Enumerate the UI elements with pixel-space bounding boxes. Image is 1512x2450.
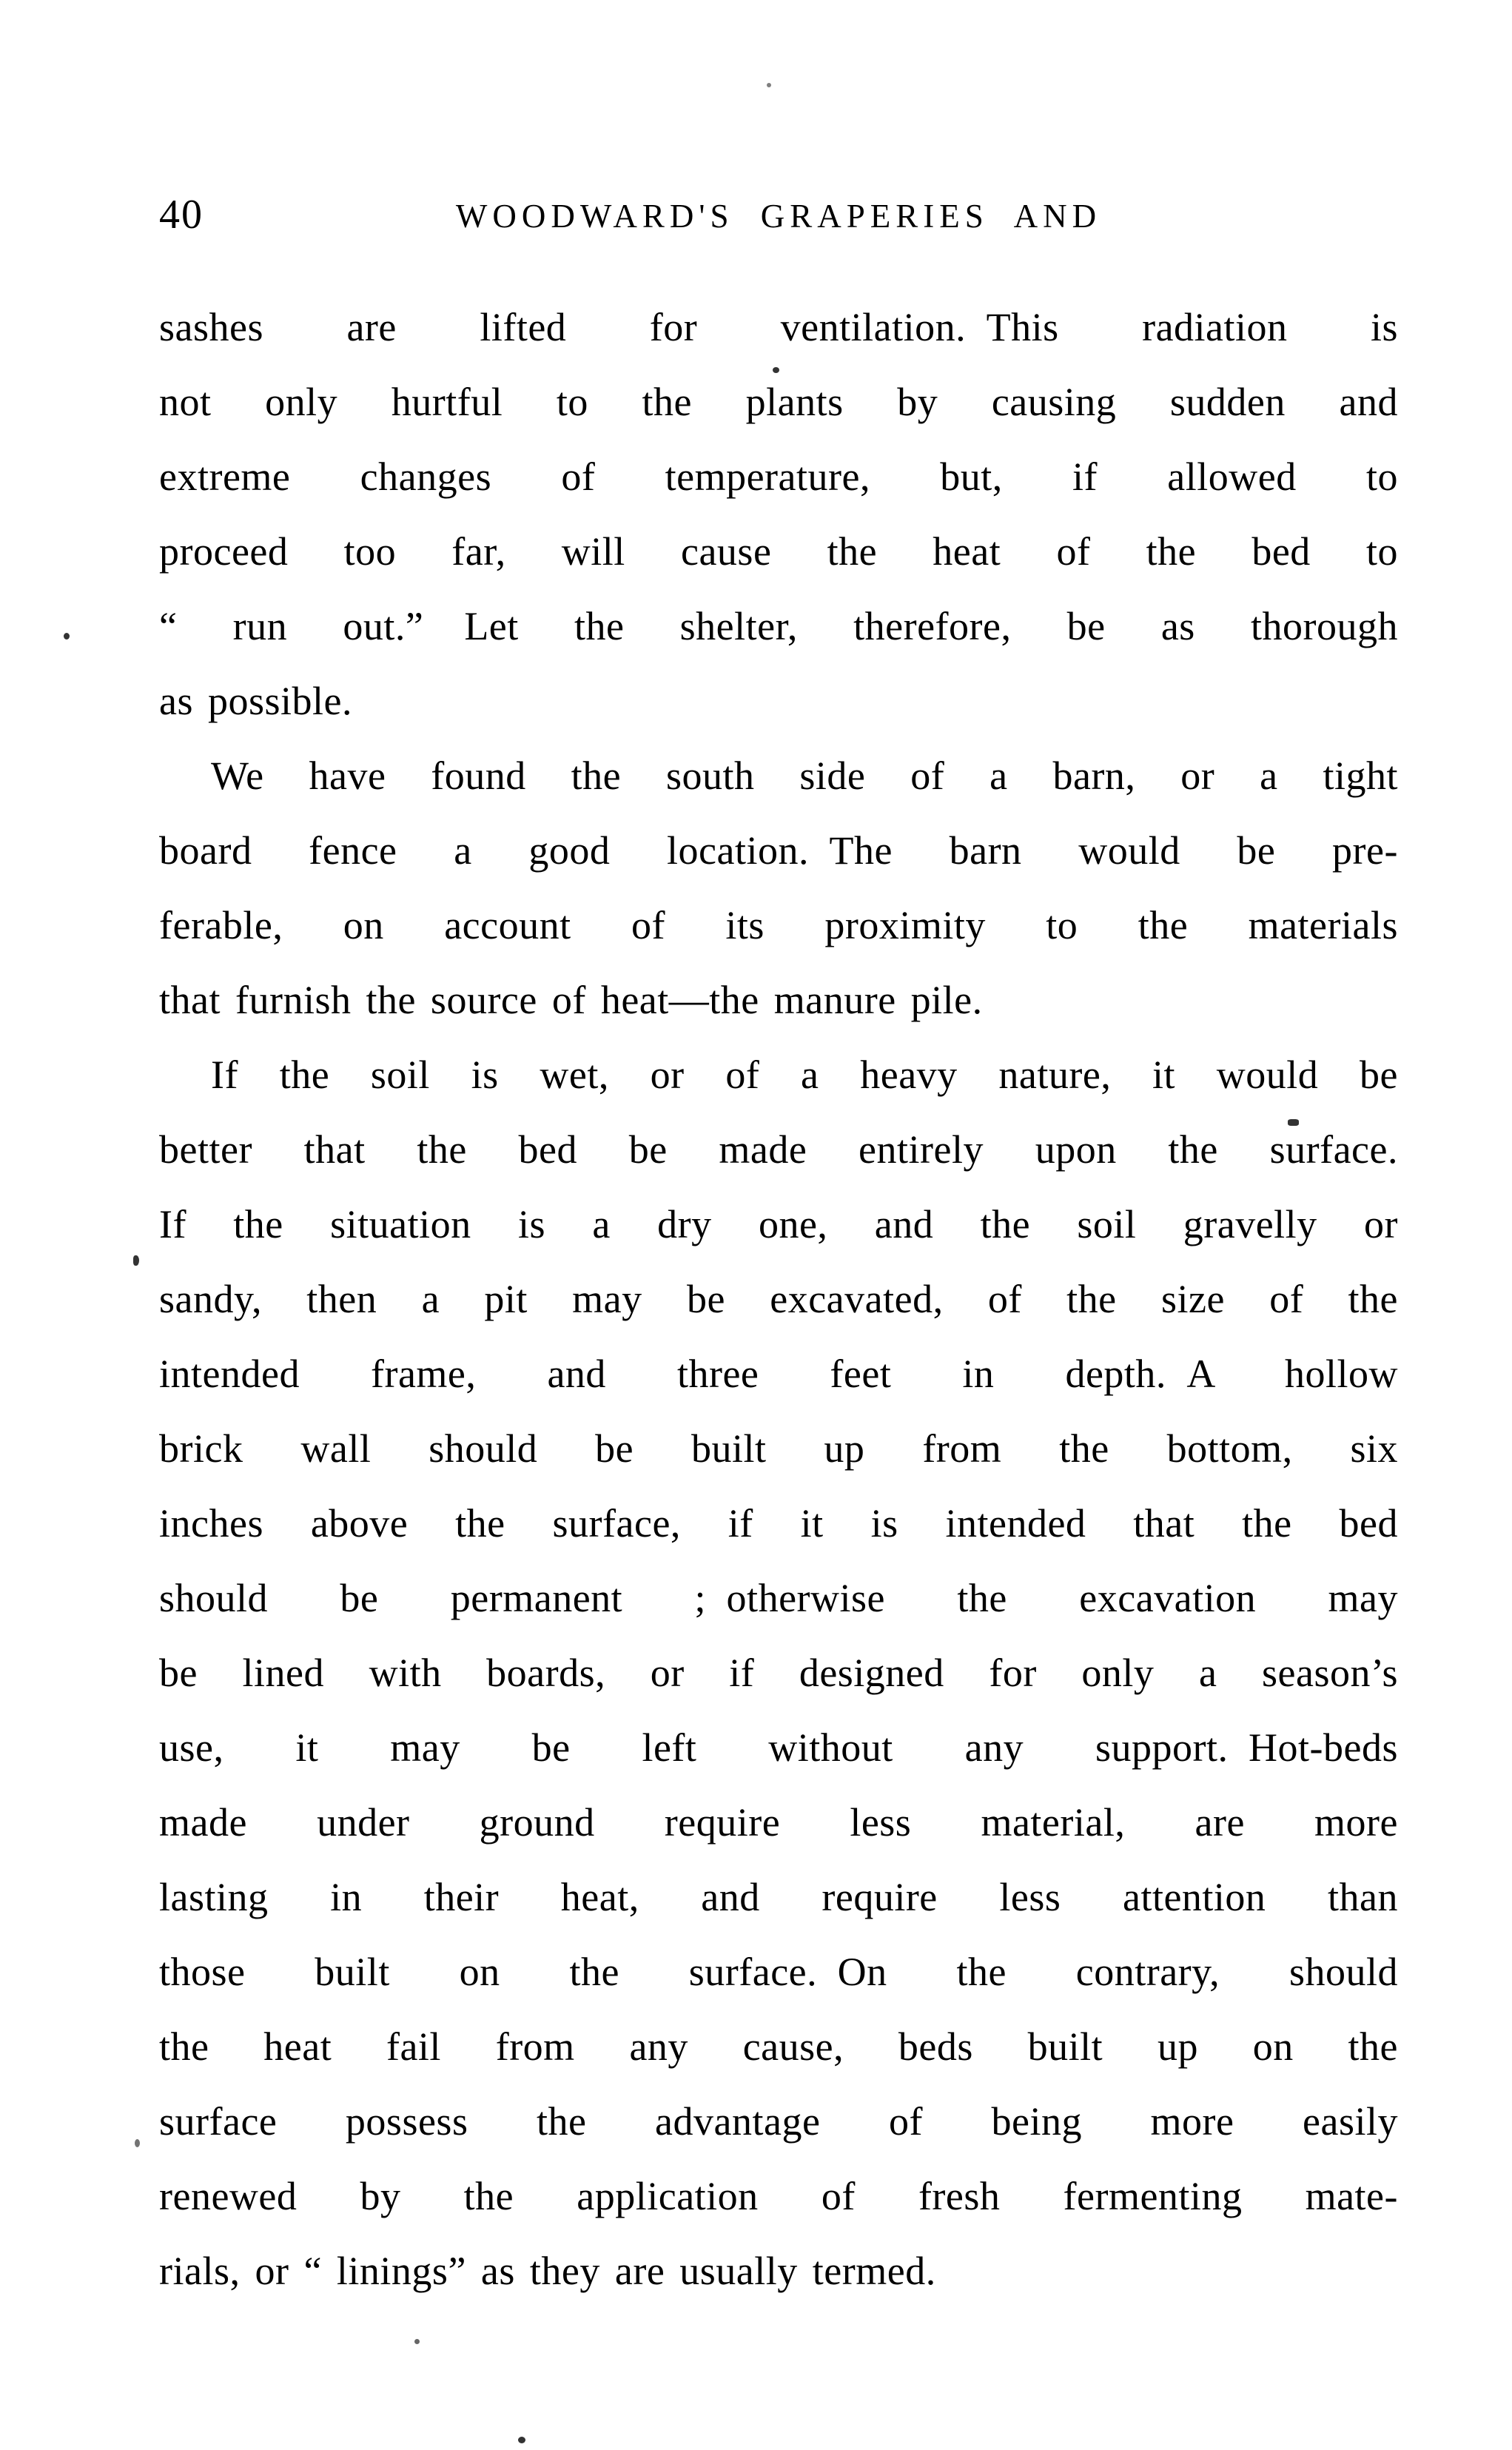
text-line: sashes are lifted for ventilation. This radiation is (159, 305, 1398, 349)
text-line: “ run out.” Let the shelter, therefore, be as thorough (159, 604, 1398, 648)
text-line: If the soil is wet, or of a heavy nature, it would be (211, 1053, 1398, 1097)
text-line: not only hurtful to the plants by causing sudden and (159, 380, 1398, 424)
running-head (159, 192, 1398, 244)
text-line: inches above the surface, if it is intended that the bed (159, 1501, 1398, 1545)
text-line: brick wall should be built up from the bottom, six (159, 1426, 1398, 1471)
scan-artifact (767, 83, 771, 87)
text-line: board fence a good location. The barn would be pre- (159, 828, 1398, 873)
text-line: We have found the south side of a barn, or a tight (211, 754, 1398, 798)
scan-artifact (773, 367, 779, 373)
scan-artifact (64, 633, 70, 640)
text-line: be lined with boards, or if designed for only a season’s (159, 1651, 1398, 1695)
text-line: intended frame, and three feet in depth. A hollow (159, 1352, 1398, 1396)
text-line: should be permanent ; otherwise the excavation may (159, 1576, 1398, 1620)
text-line: made under ground require less material, are more (159, 1800, 1398, 1845)
scan-artifact (133, 1255, 139, 1266)
text-line: those built on the surface. On the contrary, should (159, 1950, 1398, 1994)
scan-artifact (414, 2339, 420, 2344)
text-line: ferable, on account of its proximity to the materials (159, 903, 1398, 947)
text-line: lasting in their heat, and require less attention than (159, 1875, 1398, 1919)
text-line: If the situation is a dry one, and the soil gravelly or (159, 1202, 1398, 1246)
text-line: proceed too far, will cause the heat of the bed to (159, 529, 1398, 574)
page-number: 40 (159, 192, 204, 238)
text-line: that furnish the source of heat—the manure pile. (159, 978, 983, 1022)
text-line: use, it may be left without any support. Hot-beds (159, 1725, 1398, 1770)
text-line: as possible. (159, 679, 352, 723)
text-line: better that the bed be made entirely upon the surface. (159, 1127, 1398, 1172)
scan-artifact (135, 2139, 140, 2147)
text-line: sandy, then a pit may be excavated, of the size of the (159, 1277, 1398, 1321)
text-line: rials, or “ linings” as they are usually termed. (159, 2249, 936, 2293)
text-line: renewed by the application of fresh fermenting mate- (159, 2174, 1398, 2218)
text-line: the heat fail from any cause, beds built up on the (159, 2024, 1398, 2069)
text-line: extreme changes of temperature, but, if allowed to (159, 454, 1398, 499)
text-line: surface possess the advantage of being more easily (159, 2099, 1398, 2144)
scan-artifact (518, 2437, 525, 2443)
running-title: WOODWARD'S GRAPERIES AND (455, 198, 1102, 235)
scan-artifact (1288, 1119, 1299, 1126)
page-body (159, 290, 1398, 2309)
